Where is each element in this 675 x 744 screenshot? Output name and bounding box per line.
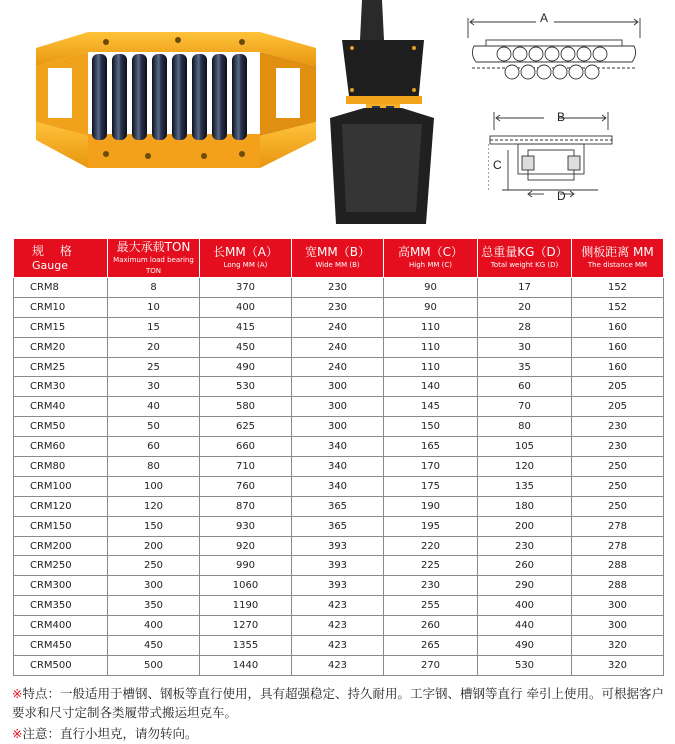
value-cell: 365 bbox=[292, 496, 384, 516]
value-cell: 100 bbox=[108, 476, 200, 496]
value-cell: 423 bbox=[292, 596, 384, 616]
value-cell: 300 bbox=[292, 377, 384, 397]
model-cell: CRM20 bbox=[14, 337, 108, 357]
value-cell: 15 bbox=[108, 317, 200, 337]
value-cell: 1355 bbox=[200, 636, 292, 656]
table-row bbox=[14, 476, 664, 496]
value-cell: 120 bbox=[108, 496, 200, 516]
value-cell: 580 bbox=[200, 397, 292, 417]
value-cell: 278 bbox=[572, 536, 664, 556]
value-cell: 35 bbox=[478, 357, 572, 377]
table-row bbox=[14, 496, 664, 516]
header-height: 高MM（C） High MM (C) bbox=[384, 239, 478, 278]
header-width: 宽MM（B） Wide MM (B) bbox=[292, 239, 384, 278]
table-row bbox=[14, 516, 664, 536]
value-cell: 240 bbox=[292, 317, 384, 337]
table-row bbox=[14, 437, 664, 457]
value-cell: 370 bbox=[200, 278, 292, 298]
value-cell: 1190 bbox=[200, 596, 292, 616]
value-cell: 150 bbox=[384, 417, 478, 437]
value-cell: 1060 bbox=[200, 576, 292, 596]
value-cell: 17 bbox=[478, 278, 572, 298]
feature-text: 特点：一般适用于槽钢、钢板等直行使用，具有超强稳定、持久耐用。工字钢、槽钢等直行 牵引上使用。可根据客户要求和尺寸定制各类履带式搬运坦克车。 bbox=[12, 686, 664, 720]
model-cell: CRM80 bbox=[14, 457, 108, 477]
value-cell: 20 bbox=[108, 337, 200, 357]
table-header-row bbox=[14, 239, 664, 278]
table-row bbox=[14, 317, 664, 337]
value-cell: 1440 bbox=[200, 655, 292, 675]
value-cell: 230 bbox=[292, 278, 384, 298]
value-cell: 40 bbox=[108, 397, 200, 417]
value-cell: 423 bbox=[292, 636, 384, 656]
product-photo-rail bbox=[322, 0, 438, 224]
value-cell: 70 bbox=[478, 397, 572, 417]
note-mark: ※ bbox=[12, 726, 23, 741]
value-cell: 250 bbox=[572, 496, 664, 516]
value-cell: 300 bbox=[292, 417, 384, 437]
value-cell: 80 bbox=[478, 417, 572, 437]
header-gauge: 规 格 Gauge bbox=[14, 239, 108, 278]
table-row bbox=[14, 536, 664, 556]
model-cell: CRM150 bbox=[14, 516, 108, 536]
value-cell: 278 bbox=[572, 516, 664, 536]
value-cell: 28 bbox=[478, 317, 572, 337]
value-cell: 160 bbox=[572, 357, 664, 377]
value-cell: 450 bbox=[108, 636, 200, 656]
value-cell: 415 bbox=[200, 317, 292, 337]
value-cell: 200 bbox=[108, 536, 200, 556]
value-cell: 200 bbox=[478, 516, 572, 536]
model-cell: CRM8 bbox=[14, 278, 108, 298]
value-cell: 250 bbox=[108, 556, 200, 576]
dimension-diagram-length bbox=[466, 8, 642, 90]
value-cell: 230 bbox=[478, 536, 572, 556]
value-cell: 230 bbox=[572, 437, 664, 457]
value-cell: 165 bbox=[384, 437, 478, 457]
value-cell: 230 bbox=[384, 576, 478, 596]
value-cell: 250 bbox=[572, 476, 664, 496]
value-cell: 300 bbox=[292, 397, 384, 417]
value-cell: 990 bbox=[200, 556, 292, 576]
value-cell: 145 bbox=[384, 397, 478, 417]
value-cell: 288 bbox=[572, 556, 664, 576]
model-cell: CRM250 bbox=[14, 556, 108, 576]
value-cell: 195 bbox=[384, 516, 478, 536]
value-cell: 225 bbox=[384, 556, 478, 576]
value-cell: 190 bbox=[384, 496, 478, 516]
value-cell: 320 bbox=[572, 636, 664, 656]
dimension-label-a: A bbox=[540, 11, 549, 25]
product-photo-skate bbox=[28, 18, 320, 170]
value-cell: 530 bbox=[200, 377, 292, 397]
value-cell: 110 bbox=[384, 357, 478, 377]
table-row bbox=[14, 576, 664, 596]
model-cell: CRM100 bbox=[14, 476, 108, 496]
model-cell: CRM15 bbox=[14, 317, 108, 337]
value-cell: 160 bbox=[572, 337, 664, 357]
value-cell: 400 bbox=[108, 616, 200, 636]
value-cell: 423 bbox=[292, 655, 384, 675]
model-cell: CRM40 bbox=[14, 397, 108, 417]
model-cell: CRM25 bbox=[14, 357, 108, 377]
value-cell: 270 bbox=[384, 655, 478, 675]
table-body bbox=[14, 278, 664, 676]
value-cell: 260 bbox=[478, 556, 572, 576]
value-cell: 205 bbox=[572, 377, 664, 397]
header-length: 长MM（A） Long MM (A) bbox=[200, 239, 292, 278]
value-cell: 288 bbox=[572, 576, 664, 596]
value-cell: 230 bbox=[292, 297, 384, 317]
value-cell: 105 bbox=[478, 437, 572, 457]
value-cell: 90 bbox=[384, 297, 478, 317]
value-cell: 205 bbox=[572, 397, 664, 417]
value-cell: 152 bbox=[572, 297, 664, 317]
value-cell: 240 bbox=[292, 357, 384, 377]
value-cell: 230 bbox=[572, 417, 664, 437]
caution-text: 注意：直行小坦克，请勿转向。 bbox=[22, 726, 198, 741]
dimension-label-b: B bbox=[557, 110, 566, 124]
value-cell: 710 bbox=[200, 457, 292, 477]
dimension-label-c: C bbox=[493, 158, 502, 172]
table-row bbox=[14, 297, 664, 317]
value-cell: 50 bbox=[108, 417, 200, 437]
value-cell: 170 bbox=[384, 457, 478, 477]
value-cell: 490 bbox=[200, 357, 292, 377]
value-cell: 400 bbox=[478, 596, 572, 616]
header-weight: 总重量KG（D） Total weight KG (D) bbox=[478, 239, 572, 278]
table-row bbox=[14, 278, 664, 298]
value-cell: 60 bbox=[108, 437, 200, 457]
value-cell: 1270 bbox=[200, 616, 292, 636]
model-cell: CRM450 bbox=[14, 636, 108, 656]
value-cell: 160 bbox=[572, 317, 664, 337]
model-cell: CRM120 bbox=[14, 496, 108, 516]
value-cell: 300 bbox=[572, 616, 664, 636]
table-row bbox=[14, 636, 664, 656]
value-cell: 260 bbox=[384, 616, 478, 636]
value-cell: 870 bbox=[200, 496, 292, 516]
table-row bbox=[14, 377, 664, 397]
table-row bbox=[14, 616, 664, 636]
value-cell: 300 bbox=[572, 596, 664, 616]
value-cell: 110 bbox=[384, 317, 478, 337]
value-cell: 450 bbox=[200, 337, 292, 357]
header-side-distance: 侧板距离 MM The distance MM bbox=[572, 239, 664, 278]
value-cell: 255 bbox=[384, 596, 478, 616]
table-row bbox=[14, 397, 664, 417]
value-cell: 265 bbox=[384, 636, 478, 656]
value-cell: 120 bbox=[478, 457, 572, 477]
table-row bbox=[14, 457, 664, 477]
value-cell: 660 bbox=[200, 437, 292, 457]
value-cell: 440 bbox=[478, 616, 572, 636]
value-cell: 152 bbox=[572, 278, 664, 298]
table-row bbox=[14, 556, 664, 576]
value-cell: 340 bbox=[292, 476, 384, 496]
value-cell: 20 bbox=[478, 297, 572, 317]
value-cell: 930 bbox=[200, 516, 292, 536]
model-cell: CRM350 bbox=[14, 596, 108, 616]
specification-table bbox=[13, 238, 664, 676]
dimension-diagram-section bbox=[488, 110, 620, 212]
value-cell: 393 bbox=[292, 556, 384, 576]
value-cell: 530 bbox=[478, 655, 572, 675]
value-cell: 10 bbox=[108, 297, 200, 317]
header-max-load: 最大承载TON Maximum load bearing TON bbox=[108, 239, 200, 278]
dimension-label-d: D bbox=[557, 189, 566, 203]
value-cell: 340 bbox=[292, 457, 384, 477]
model-cell: CRM50 bbox=[14, 417, 108, 437]
value-cell: 760 bbox=[200, 476, 292, 496]
value-cell: 25 bbox=[108, 357, 200, 377]
value-cell: 290 bbox=[478, 576, 572, 596]
value-cell: 300 bbox=[108, 576, 200, 596]
model-cell: CRM500 bbox=[14, 655, 108, 675]
value-cell: 150 bbox=[108, 516, 200, 536]
value-cell: 340 bbox=[292, 437, 384, 457]
model-cell: CRM300 bbox=[14, 576, 108, 596]
value-cell: 8 bbox=[108, 278, 200, 298]
value-cell: 250 bbox=[572, 457, 664, 477]
table-row bbox=[14, 357, 664, 377]
caution-note bbox=[12, 724, 198, 743]
table-row bbox=[14, 417, 664, 437]
model-cell: CRM200 bbox=[14, 536, 108, 556]
value-cell: 393 bbox=[292, 536, 384, 556]
model-cell: CRM10 bbox=[14, 297, 108, 317]
table-row bbox=[14, 596, 664, 616]
value-cell: 30 bbox=[478, 337, 572, 357]
value-cell: 625 bbox=[200, 417, 292, 437]
value-cell: 220 bbox=[384, 536, 478, 556]
value-cell: 490 bbox=[478, 636, 572, 656]
value-cell: 400 bbox=[200, 297, 292, 317]
value-cell: 80 bbox=[108, 457, 200, 477]
feature-note bbox=[12, 684, 664, 722]
model-cell: CRM30 bbox=[14, 377, 108, 397]
value-cell: 920 bbox=[200, 536, 292, 556]
value-cell: 500 bbox=[108, 655, 200, 675]
table-row bbox=[14, 337, 664, 357]
value-cell: 423 bbox=[292, 616, 384, 636]
note-mark: ※ bbox=[12, 686, 23, 701]
model-cell: CRM60 bbox=[14, 437, 108, 457]
value-cell: 110 bbox=[384, 337, 478, 357]
value-cell: 60 bbox=[478, 377, 572, 397]
value-cell: 365 bbox=[292, 516, 384, 536]
value-cell: 90 bbox=[384, 278, 478, 298]
value-cell: 140 bbox=[384, 377, 478, 397]
value-cell: 350 bbox=[108, 596, 200, 616]
value-cell: 30 bbox=[108, 377, 200, 397]
value-cell: 180 bbox=[478, 496, 572, 516]
value-cell: 393 bbox=[292, 576, 384, 596]
value-cell: 175 bbox=[384, 476, 478, 496]
value-cell: 240 bbox=[292, 337, 384, 357]
value-cell: 320 bbox=[572, 655, 664, 675]
value-cell: 135 bbox=[478, 476, 572, 496]
model-cell: CRM400 bbox=[14, 616, 108, 636]
table-row bbox=[14, 655, 664, 675]
